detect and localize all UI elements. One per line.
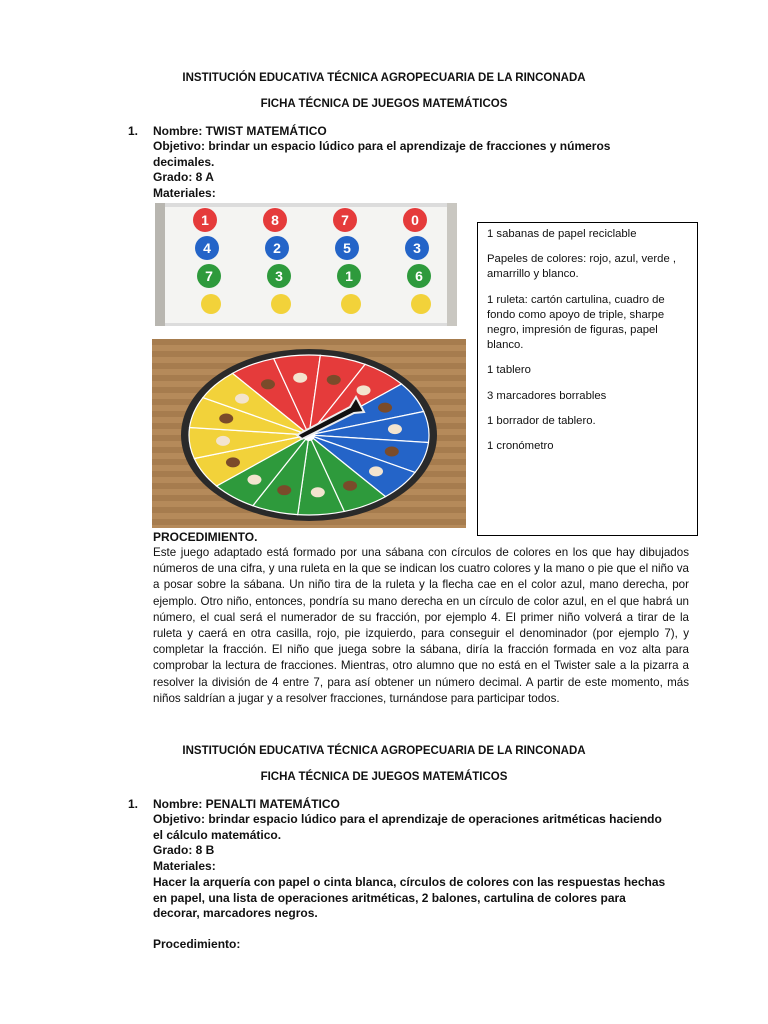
- materials-2-line-1: Hacer la arquería con papel o cinta blanca, círculos de colores con las respuestas hechas: [153, 875, 666, 889]
- hand-foot-figure: [327, 375, 341, 385]
- procedure-label: PROCEDIMIENTO.: [153, 530, 258, 544]
- board-number: 3: [275, 268, 283, 284]
- item-number-2: 1.: [128, 797, 139, 811]
- hand-foot-figure: [261, 379, 275, 389]
- grade-2: Grado: 8 B: [153, 843, 215, 857]
- hand-foot-figure: [311, 487, 325, 497]
- board-circle: [411, 294, 431, 314]
- board-number: 0: [411, 212, 419, 228]
- board-number: 5: [343, 240, 351, 256]
- objective-line-2: decimales.: [153, 155, 215, 169]
- board-circle: [271, 294, 291, 314]
- hand-foot-figure: [226, 457, 240, 467]
- hand-foot-figure: [378, 403, 392, 413]
- board-number: 2: [273, 240, 281, 256]
- hand-foot-figure: [216, 436, 230, 446]
- procedure-text: Este juego adaptado está formado por una sábana con círculos de colores en los que hay dibujados números de una cifra, y una ruleta en la que se indican los cuatro colores y la mano o pie que el niño va a posar sobre la sábana. Un niño tira de la ruleta y la flecha cae en el color azul, mano derecha, por ejemplo. Otro niño, entonces, pondría su mano derecha en un círculo de color azul, en el que habrá un número, el cual será el numerador de su fracción, por ejemplo 4. El primer niño volverá a tirar de la ruleta y caerá en otra casilla, rojo, pie izquierdo, para conseguir el denominador (por ejemplo 7), y completar la fracción. El niño que juega sobre la sábana, diría la fracción formada en voz alta para comprobar la lectura de fracciones. Mientras, otro alumno que no está en el Twister sale a la pizarra a resolver la división de 4 entre 7, para así obtener un número decimal. A partir de este momento, más niños saldrían a jugar y a resolver fracciones, turnándose para participar todos.: [153, 546, 689, 705]
- hand-foot-figure: [235, 394, 249, 404]
- board-number: 1: [201, 212, 209, 228]
- materials-2-line-2: en papel, una lista de operaciones aritméticas, 2 balones, cartulina de colores para: [153, 891, 626, 905]
- hand-foot-figure: [357, 385, 371, 395]
- materials-label-2: Materiales:: [153, 859, 216, 873]
- hand-foot-figure: [388, 424, 402, 434]
- spinner-photo: [152, 339, 466, 528]
- material-item: 1 sabanas de papel reciclable: [487, 228, 637, 240]
- board-number: 7: [341, 212, 349, 228]
- procedure-label-2: Procedimiento:: [153, 937, 241, 951]
- board-number: 8: [271, 212, 279, 228]
- objective-2-line-1: Objetivo: brindar espacio lúdico para el aprendizaje de operaciones aritméticas haciendo: [153, 812, 662, 826]
- hand-foot-figure: [277, 485, 291, 495]
- game-name: Nombre: TWIST MATEMÁTICO: [153, 124, 327, 138]
- objective-2-line-2: el cálculo matemático.: [153, 828, 282, 842]
- hand-foot-figure: [343, 481, 357, 491]
- hand-foot-figure: [219, 413, 233, 423]
- board-number: 3: [413, 240, 421, 256]
- material-item: 1 ruleta: cartón cartulina, cuadro de fondo como apoyo de triple, sharpe negro, impresión de figuras, papel blanco.: [487, 293, 665, 352]
- objective-line-1: Objetivo: brindar un espacio lúdico para el aprendizaje de fracciones y números: [153, 139, 611, 153]
- grade: Grado: 8 A: [153, 170, 214, 184]
- board-circle: [201, 294, 221, 314]
- item-number: 1.: [128, 124, 139, 138]
- materials-2-line-3: decorar, marcadores negros.: [153, 906, 318, 920]
- materials-box: [477, 222, 698, 536]
- board-number: 7: [205, 268, 213, 284]
- hand-foot-figure: [385, 447, 399, 457]
- sheet-title-2: FICHA TÉCNICA DE JUEGOS MATEMÁTICOS: [260, 771, 508, 783]
- board-circle: [341, 294, 361, 314]
- sheet-title: FICHA TÉCNICA DE JUEGOS MATEMÁTICOS: [260, 98, 508, 110]
- game-name-2: Nombre: PENALTI MATEMÁTICO: [153, 797, 340, 811]
- material-item: Papeles de colores: rojo, azul, verde , amarrillo y blanco.: [487, 253, 677, 281]
- board-number: 4: [203, 240, 211, 256]
- board-photo: [155, 203, 457, 326]
- material-item: 1 tablero: [487, 364, 531, 377]
- board-number: 1: [345, 268, 353, 284]
- school-title-2: INSTITUCIÓN EDUCATIVA TÉCNICA AGROPECUARIA DE LA RINCONADA: [182, 745, 586, 757]
- hand-foot-figure: [247, 475, 261, 485]
- material-item: 3 marcadores borrables: [487, 389, 607, 402]
- school-title: INSTITUCIÓN EDUCATIVA TÉCNICA AGROPECUARIA DE LA RINCONADA: [182, 72, 586, 84]
- hand-foot-figure: [293, 373, 307, 383]
- material-item: 1 cronómetro: [487, 440, 554, 453]
- material-item: 1 borrador de tablero.: [487, 414, 596, 427]
- board-number: 6: [415, 268, 423, 284]
- materials-label: Materiales:: [153, 186, 216, 200]
- hand-foot-figure: [369, 466, 383, 476]
